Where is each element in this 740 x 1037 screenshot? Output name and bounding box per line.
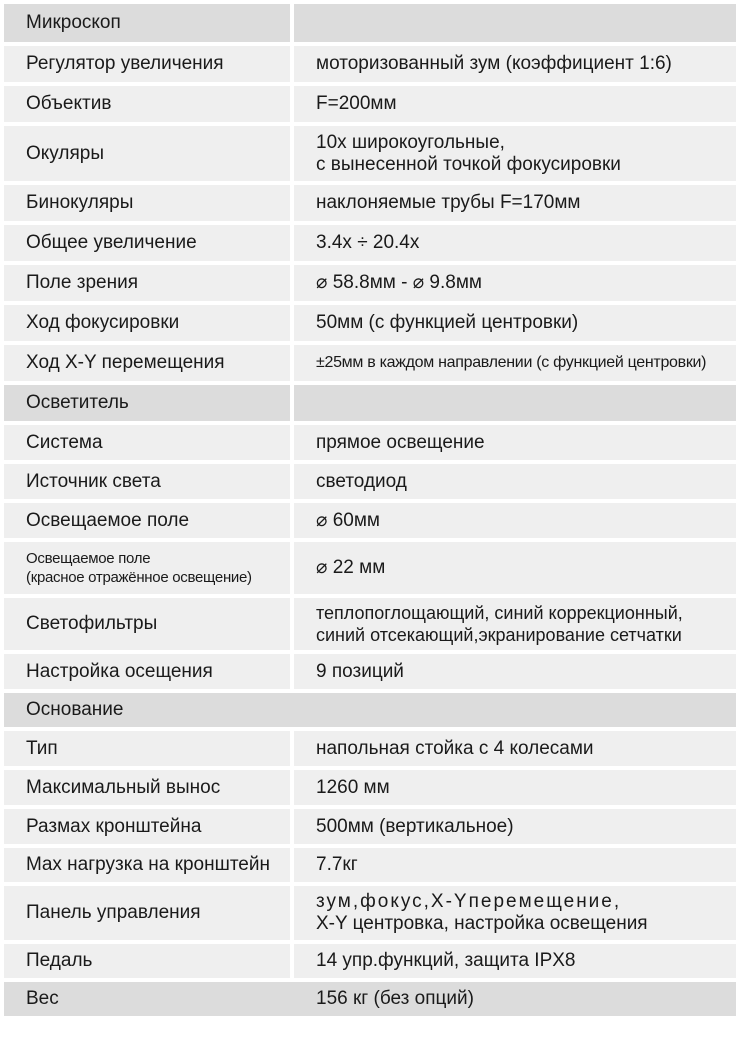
spec-value: 50мм (с функцией центровки) xyxy=(294,305,736,341)
spec-label: Панель управления xyxy=(4,886,290,940)
spec-value: напольная стойка с 4 колесами xyxy=(294,731,736,766)
section-header-microscope xyxy=(4,4,736,42)
spec-value: 7.7кг xyxy=(294,848,736,882)
spec-label: Размах кронштейна xyxy=(4,809,290,844)
table-row xyxy=(4,654,736,689)
table-row xyxy=(4,542,736,594)
section-header-base xyxy=(4,693,736,727)
spec-label: Окуляры xyxy=(4,126,290,181)
spec-value: моторизованный зум (коэффициент 1:6) xyxy=(294,46,736,82)
spec-value-line: 10х широкоугольные, xyxy=(316,131,505,153)
spec-label: Поле зрения xyxy=(4,265,290,301)
spec-value-line: синий отсекающий,экранирование сетчатки xyxy=(316,625,682,645)
spec-value-line: с вынесенной точкой фокусировки xyxy=(316,153,621,175)
spec-label: Объектив xyxy=(4,86,290,122)
spec-value-line: X-Y центровка, настройка освещения xyxy=(316,913,648,934)
spec-value: 3.4x ÷ 20.4x xyxy=(294,225,736,261)
spec-label-line: (красное отражённое освещение) xyxy=(26,569,252,586)
section-title: Основание xyxy=(4,693,736,727)
spec-value: наклоняемые трубы F=170мм xyxy=(294,185,736,221)
spec-label: Педаль xyxy=(4,944,290,978)
spec-label-line: Освещаемое поле xyxy=(26,550,151,567)
table-row xyxy=(4,731,736,766)
spec-value: ±25мм в каждом направлении (с функцией центровки) xyxy=(294,345,736,381)
table-row xyxy=(4,809,736,844)
spec-value: прямое освещение xyxy=(294,425,736,460)
section-empty-cell xyxy=(294,4,736,42)
table-row xyxy=(4,944,736,978)
table-row xyxy=(4,345,736,381)
spec-label: Настройка осещения xyxy=(4,654,290,689)
spec-label: Освещаемое поле xyxy=(4,503,290,538)
section-title: Осветитель xyxy=(4,385,290,421)
spec-value: ⌀ 22 мм xyxy=(294,542,736,594)
spec-value-line: теплопоглощающий, синий коррекционный, xyxy=(316,603,683,623)
spec-value: ⌀ 60мм xyxy=(294,503,736,538)
spec-label: Общее увеличение xyxy=(4,225,290,261)
spec-label: Бинокуляры xyxy=(4,185,290,221)
table-row xyxy=(4,46,736,82)
table-row xyxy=(4,225,736,261)
weight-value: 156 кг (без опций) xyxy=(290,982,736,1016)
spec-label: Светофильтры xyxy=(4,598,290,650)
spec-value xyxy=(294,598,736,650)
spec-value: 500мм (вертикальное) xyxy=(294,809,736,844)
spec-label: Max нагрузка на кронштейн xyxy=(4,848,290,882)
spec-value-line: зум,фокус,X-Yперемещение, xyxy=(316,891,622,912)
spec-value: 1260 мм xyxy=(294,770,736,805)
weight-row xyxy=(4,982,736,1016)
spec-label: Регулятор увеличения xyxy=(4,46,290,82)
spec-label: Ход X-Y перемещения xyxy=(4,345,290,381)
spec-value: 9 позиций xyxy=(294,654,736,689)
spec-table xyxy=(4,4,736,1020)
section-empty-cell xyxy=(294,385,736,421)
section-header-illuminator xyxy=(4,385,736,421)
table-row xyxy=(4,503,736,538)
table-row xyxy=(4,425,736,460)
table-row xyxy=(4,848,736,882)
spec-label: Ход фокусировки xyxy=(4,305,290,341)
spec-label: Источник света xyxy=(4,464,290,499)
table-row xyxy=(4,185,736,221)
table-row xyxy=(4,305,736,341)
table-row xyxy=(4,86,736,122)
spec-value xyxy=(294,126,736,181)
spec-label: Тип xyxy=(4,731,290,766)
spec-value: ⌀ 58.8мм - ⌀ 9.8мм xyxy=(294,265,736,301)
section-title: Микроскоп xyxy=(4,4,290,42)
spec-value xyxy=(294,886,736,940)
weight-label: Вес xyxy=(4,982,290,1016)
table-row xyxy=(4,770,736,805)
table-row xyxy=(4,886,736,940)
spec-value: 14 упр.функций, защита IPX8 xyxy=(294,944,736,978)
table-row xyxy=(4,598,736,650)
spec-value: светодиод xyxy=(294,464,736,499)
table-row xyxy=(4,464,736,499)
spec-label: Максимальный вынос xyxy=(4,770,290,805)
spec-value: F=200мм xyxy=(294,86,736,122)
spec-label xyxy=(4,542,290,594)
table-row xyxy=(4,126,736,181)
table-row xyxy=(4,265,736,301)
spec-label: Система xyxy=(4,425,290,460)
